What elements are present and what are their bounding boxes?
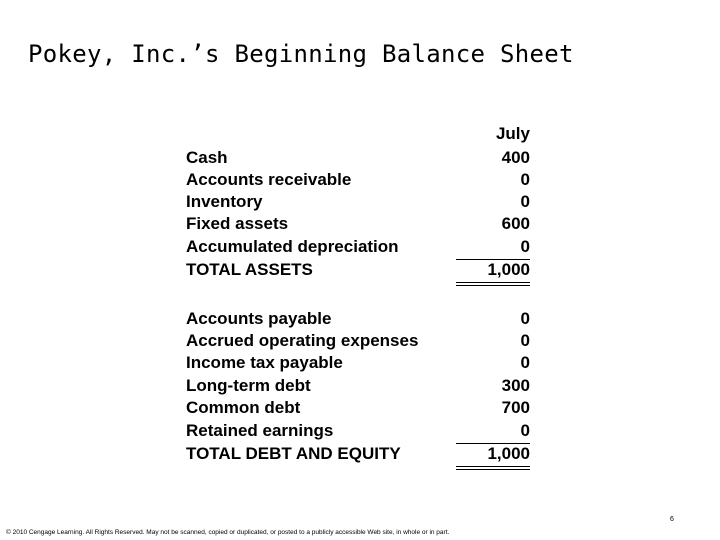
row-value: 0 <box>520 309 530 328</box>
row-label: Accounts receivable <box>186 170 352 189</box>
table-row <box>186 170 530 192</box>
total-assets-row <box>186 260 530 282</box>
row-value: 600 <box>501 214 530 233</box>
row-label: Inventory <box>186 192 263 211</box>
table-row <box>186 148 530 170</box>
row-value: 0 <box>520 353 530 372</box>
row-value: 400 <box>501 148 530 167</box>
row-value: 0 <box>520 237 530 256</box>
total-assets-label: TOTAL ASSETS <box>186 260 313 279</box>
row-label: Income tax payable <box>186 353 343 372</box>
table-row <box>186 376 530 398</box>
row-value: 300 <box>501 376 530 395</box>
table-row <box>186 421 530 443</box>
double-rule-bottom <box>456 469 530 470</box>
copyright-footer: © 2010 Cengage Learning. All Rights Reserved. May not be scanned, copied or duplicated, or posted to a publicly accessible Web site, in whole or in part. <box>6 529 450 536</box>
row-label: Accumulated depreciation <box>186 237 399 256</box>
row-label: Cash <box>186 148 228 167</box>
table-row <box>186 398 530 420</box>
double-rule-bottom <box>456 285 530 286</box>
row-value: 0 <box>520 331 530 350</box>
row-label: Accounts payable <box>186 309 332 328</box>
table-row <box>186 331 530 353</box>
row-value: 700 <box>501 398 530 417</box>
row-label: Accrued operating expenses <box>186 331 419 350</box>
row-value: 0 <box>520 421 530 440</box>
total-assets-value: 1,000 <box>487 260 530 279</box>
total-debt-equity-row <box>186 444 530 466</box>
table-row <box>186 214 530 236</box>
table-row <box>186 353 530 375</box>
table-row <box>186 237 530 259</box>
column-header-july: July <box>495 124 530 143</box>
double-rule-top <box>456 466 530 467</box>
row-label: Retained earnings <box>186 421 334 440</box>
double-rule-top <box>456 282 530 283</box>
total-debt-equity-label: TOTAL DEBT AND EQUITY <box>186 444 401 463</box>
row-label: Common debt <box>186 398 301 417</box>
table-row <box>186 309 530 331</box>
total-debt-equity-value: 1,000 <box>487 444 530 463</box>
page-number: 6 <box>670 516 674 523</box>
row-value: 0 <box>520 170 530 189</box>
row-label: Fixed assets <box>186 214 289 233</box>
row-value: 0 <box>520 192 530 211</box>
table-row <box>186 192 530 214</box>
slide-title: Pokey, Inc.’s Beginning Balance Sheet <box>28 40 574 68</box>
row-label: Long-term debt <box>186 376 311 395</box>
